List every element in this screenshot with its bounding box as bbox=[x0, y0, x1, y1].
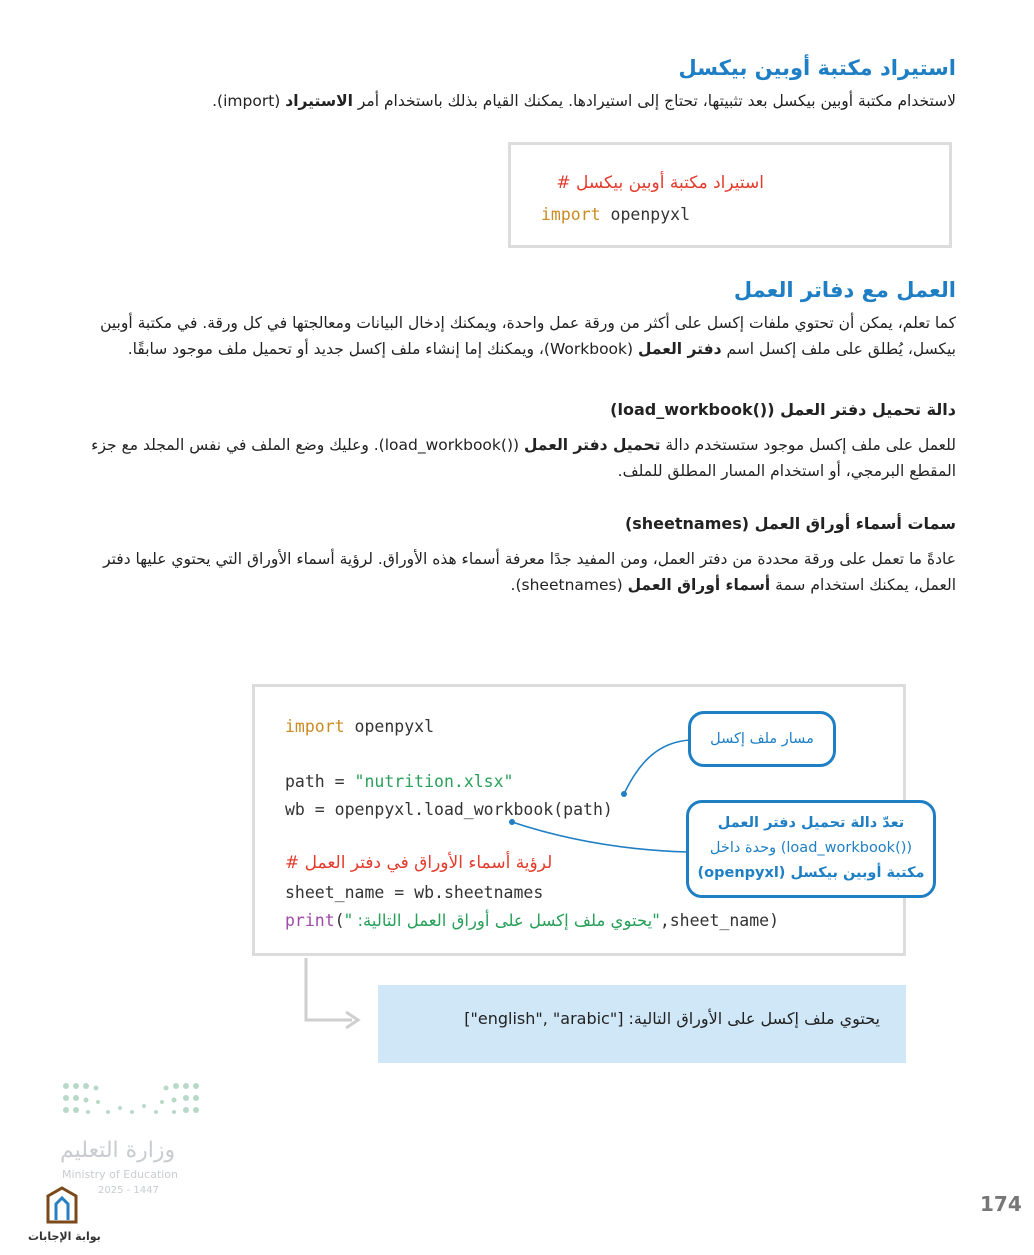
keyword: print bbox=[285, 911, 335, 930]
code-block-import bbox=[508, 142, 952, 248]
paragraph-workbooks bbox=[90, 310, 956, 362]
subsection-title-sheetnames: سمات أسماء أوراق العمل (sheetnames) bbox=[624, 514, 956, 533]
section-title-workbooks: العمل مع دفاتر العمل bbox=[733, 278, 956, 302]
code-line bbox=[541, 205, 690, 224]
code-line-2 bbox=[285, 772, 514, 791]
paragraph-load-workbook bbox=[90, 432, 956, 484]
keyword: import bbox=[285, 717, 345, 736]
keyword: import bbox=[541, 205, 601, 224]
paragraph-sheetnames bbox=[90, 546, 956, 598]
code-text: ,sheet_name) bbox=[659, 911, 780, 930]
moe-name-english: Ministry of Education bbox=[62, 1168, 179, 1181]
code-line-1 bbox=[285, 717, 434, 736]
callout-line: مكتبة أوبين بيكسل (openpyxl) bbox=[697, 865, 925, 881]
text: (sheetnames). bbox=[510, 576, 628, 594]
moe-year: 2025 - 1447 bbox=[98, 1185, 159, 1196]
code-line-6 bbox=[285, 911, 779, 930]
site-name: بوابة الإجابات bbox=[28, 1230, 101, 1243]
code-line-5: sheet_name = wb.sheetnames bbox=[285, 883, 544, 902]
text: لاستخدام مكتبة أوبين بيكسل بعد تثبيتها، تحتاج إلى استيرادها. يمكنك القيام بذلك باستخدام أمر bbox=[352, 92, 956, 110]
bold-term: دفتر العمل bbox=[638, 340, 722, 358]
code-text: openpyxl bbox=[344, 717, 435, 736]
text: عادةً ما تعمل على ورقة محددة من دفتر العمل، ومن المفيد جدًا معرفة أسماء هذه الأوراق. لرؤية أسماء الأوراق التي يحتوي عليها دفتر العمل، يمكنك استخدام سمة bbox=[103, 550, 956, 594]
moe-name-arabic: وزارة التعليم bbox=[60, 1138, 176, 1163]
moe-logo-icon bbox=[58, 1078, 203, 1132]
output-arrowhead bbox=[346, 1012, 358, 1028]
dots-pattern bbox=[58, 1078, 203, 1128]
code-line-3: wb = openpyxl.load_workbook(path) bbox=[285, 800, 613, 819]
output-box bbox=[378, 985, 906, 1063]
text: (()load_workbook). وعليك وضع الملف في نفس المجلد مع جزء المقطع البرمجي، أو استخدام المسار المطلق للملف. bbox=[91, 436, 956, 480]
code-text: ( bbox=[334, 911, 345, 930]
code-comment: استيراد مكتبة أوبين بيكسل # bbox=[556, 173, 764, 193]
section-title-import: استيراد مكتبة أوبين بيكسل bbox=[678, 56, 956, 80]
text: (import). bbox=[212, 92, 286, 110]
paragraph-import bbox=[90, 88, 956, 114]
subsection-title-load-workbook: دالة تحميل دفتر العمل (()load_workbook) bbox=[610, 400, 956, 419]
code-comment: لرؤية أسماء الأوراق في دفتر العمل # bbox=[285, 853, 553, 873]
text: للعمل على ملف إكسل موجود ستستخدم دالة bbox=[660, 436, 956, 454]
callout-line: تعدّ دالة تحميل دفتر العمل bbox=[717, 815, 905, 831]
callout-file-path: مسار ملف إكسل bbox=[688, 711, 836, 767]
code-text: path = bbox=[285, 772, 355, 791]
bold-term: أسماء أوراق العمل bbox=[627, 576, 771, 594]
string: "nutrition.xlsx" bbox=[354, 772, 514, 791]
callout-line: (()load_workbook) وحدة داخل bbox=[709, 840, 913, 856]
callout-load-workbook bbox=[686, 800, 936, 898]
code-text: openpyxl bbox=[600, 205, 691, 224]
string: "يحتوي ملف إكسل على أوراق العمل التالية: " bbox=[344, 911, 660, 930]
site-logo-icon bbox=[42, 1186, 82, 1228]
text: كما تعلم، يمكن أن تحتوي ملفات إكسل على أكثر من ورقة عمل واحدة، ويمكنك إدخال البيانات ومعالجتها في كل ورقة. في مكتبة أوبين بيكسل، يُطلق على ملف إكسل اسم bbox=[100, 314, 956, 358]
text: (Workbook)، ويمكنك إما إنشاء ملف إكسل جديد أو تحميل ملف موجود سابقًا. bbox=[127, 340, 638, 358]
bold-term: تحميل دفتر العمل bbox=[523, 436, 661, 454]
bold-term: الاستيراد bbox=[285, 92, 353, 110]
output-text: يحتوي ملف إكسل على الأوراق التالية: ["english", "arabic"] bbox=[464, 1009, 880, 1028]
output-arrow bbox=[306, 958, 352, 1020]
page-number: 174 bbox=[980, 1192, 1022, 1216]
